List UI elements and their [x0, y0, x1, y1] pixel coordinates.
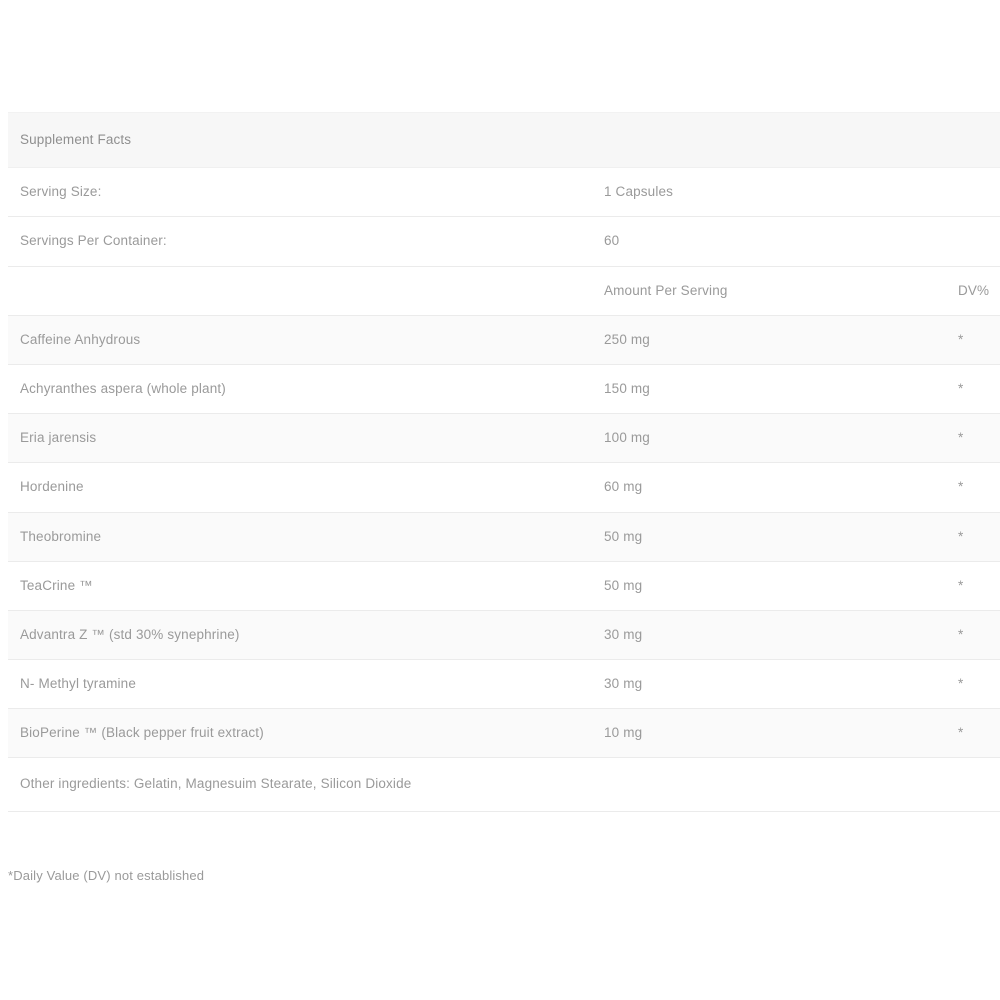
table-row-servings-per-container	[8, 217, 1000, 266]
ingredient-dv: *	[946, 512, 1000, 561]
table-row-column-headers	[8, 266, 1000, 315]
table-row	[8, 561, 1000, 610]
ingredient-amount: 100 mg	[592, 414, 946, 463]
ingredient-amount: 10 mg	[592, 709, 946, 758]
ingredient-amount: 150 mg	[592, 364, 946, 413]
ingredient-amount: 250 mg	[592, 315, 946, 364]
servings-per-container-label: Servings Per Container:	[8, 217, 592, 266]
panel-title-spacer-amount	[592, 113, 946, 168]
table-row	[8, 364, 1000, 413]
panel-title-spacer-dv	[946, 113, 1000, 168]
column-header-name	[8, 266, 592, 315]
ingredient-dv: *	[946, 660, 1000, 709]
other-ingredients-spacer-amount	[592, 758, 946, 811]
table-row	[8, 315, 1000, 364]
ingredient-dv: *	[946, 364, 1000, 413]
table-row-serving-size	[8, 168, 1000, 217]
ingredient-name: Theobromine	[8, 512, 592, 561]
table-row	[8, 709, 1000, 758]
other-ingredients-spacer-dv	[946, 758, 1000, 811]
daily-value-footnote: *Daily Value (DV) not established	[8, 868, 205, 883]
ingredient-name: Achyranthes aspera (whole plant)	[8, 364, 592, 413]
ingredient-amount: 30 mg	[592, 660, 946, 709]
serving-size-dv	[946, 168, 1000, 217]
ingredient-name: Advantra Z ™ (std 30% synephrine)	[8, 610, 592, 659]
servings-per-container-value: 60	[592, 217, 946, 266]
ingredient-amount: 30 mg	[592, 610, 946, 659]
other-ingredients-text: Other ingredients: Gelatin, Magnesuim Stearate, Silicon Dioxide	[8, 758, 592, 811]
table-row	[8, 463, 1000, 512]
column-header-dv: DV%	[946, 266, 1000, 315]
table-row	[8, 512, 1000, 561]
ingredient-name: Hordenine	[8, 463, 592, 512]
table-row-title	[8, 113, 1000, 168]
serving-size-label: Serving Size:	[8, 168, 592, 217]
servings-per-container-dv	[946, 217, 1000, 266]
ingredient-amount: 50 mg	[592, 561, 946, 610]
ingredient-name: N- Methyl tyramine	[8, 660, 592, 709]
ingredient-dv: *	[946, 610, 1000, 659]
ingredient-amount: 50 mg	[592, 512, 946, 561]
ingredient-name: Eria jarensis	[8, 414, 592, 463]
panel-title: Supplement Facts	[8, 113, 592, 168]
ingredient-dv: *	[946, 709, 1000, 758]
ingredient-name: TeaCrine ™	[8, 561, 592, 610]
table-row	[8, 660, 1000, 709]
ingredient-name: Caffeine Anhydrous	[8, 315, 592, 364]
serving-size-value: 1 Capsules	[592, 168, 946, 217]
table-body	[8, 113, 1000, 812]
ingredient-name: BioPerine ™ (Black pepper fruit extract)	[8, 709, 592, 758]
ingredient-dv: *	[946, 463, 1000, 512]
ingredient-dv: *	[946, 315, 1000, 364]
supplement-facts-table	[8, 112, 1000, 812]
table-row-other-ingredients	[8, 758, 1000, 811]
table-row	[8, 414, 1000, 463]
ingredient-amount: 60 mg	[592, 463, 946, 512]
ingredient-dv: *	[946, 561, 1000, 610]
column-header-amount: Amount Per Serving	[592, 266, 946, 315]
ingredient-dv: *	[946, 414, 1000, 463]
table-row	[8, 610, 1000, 659]
